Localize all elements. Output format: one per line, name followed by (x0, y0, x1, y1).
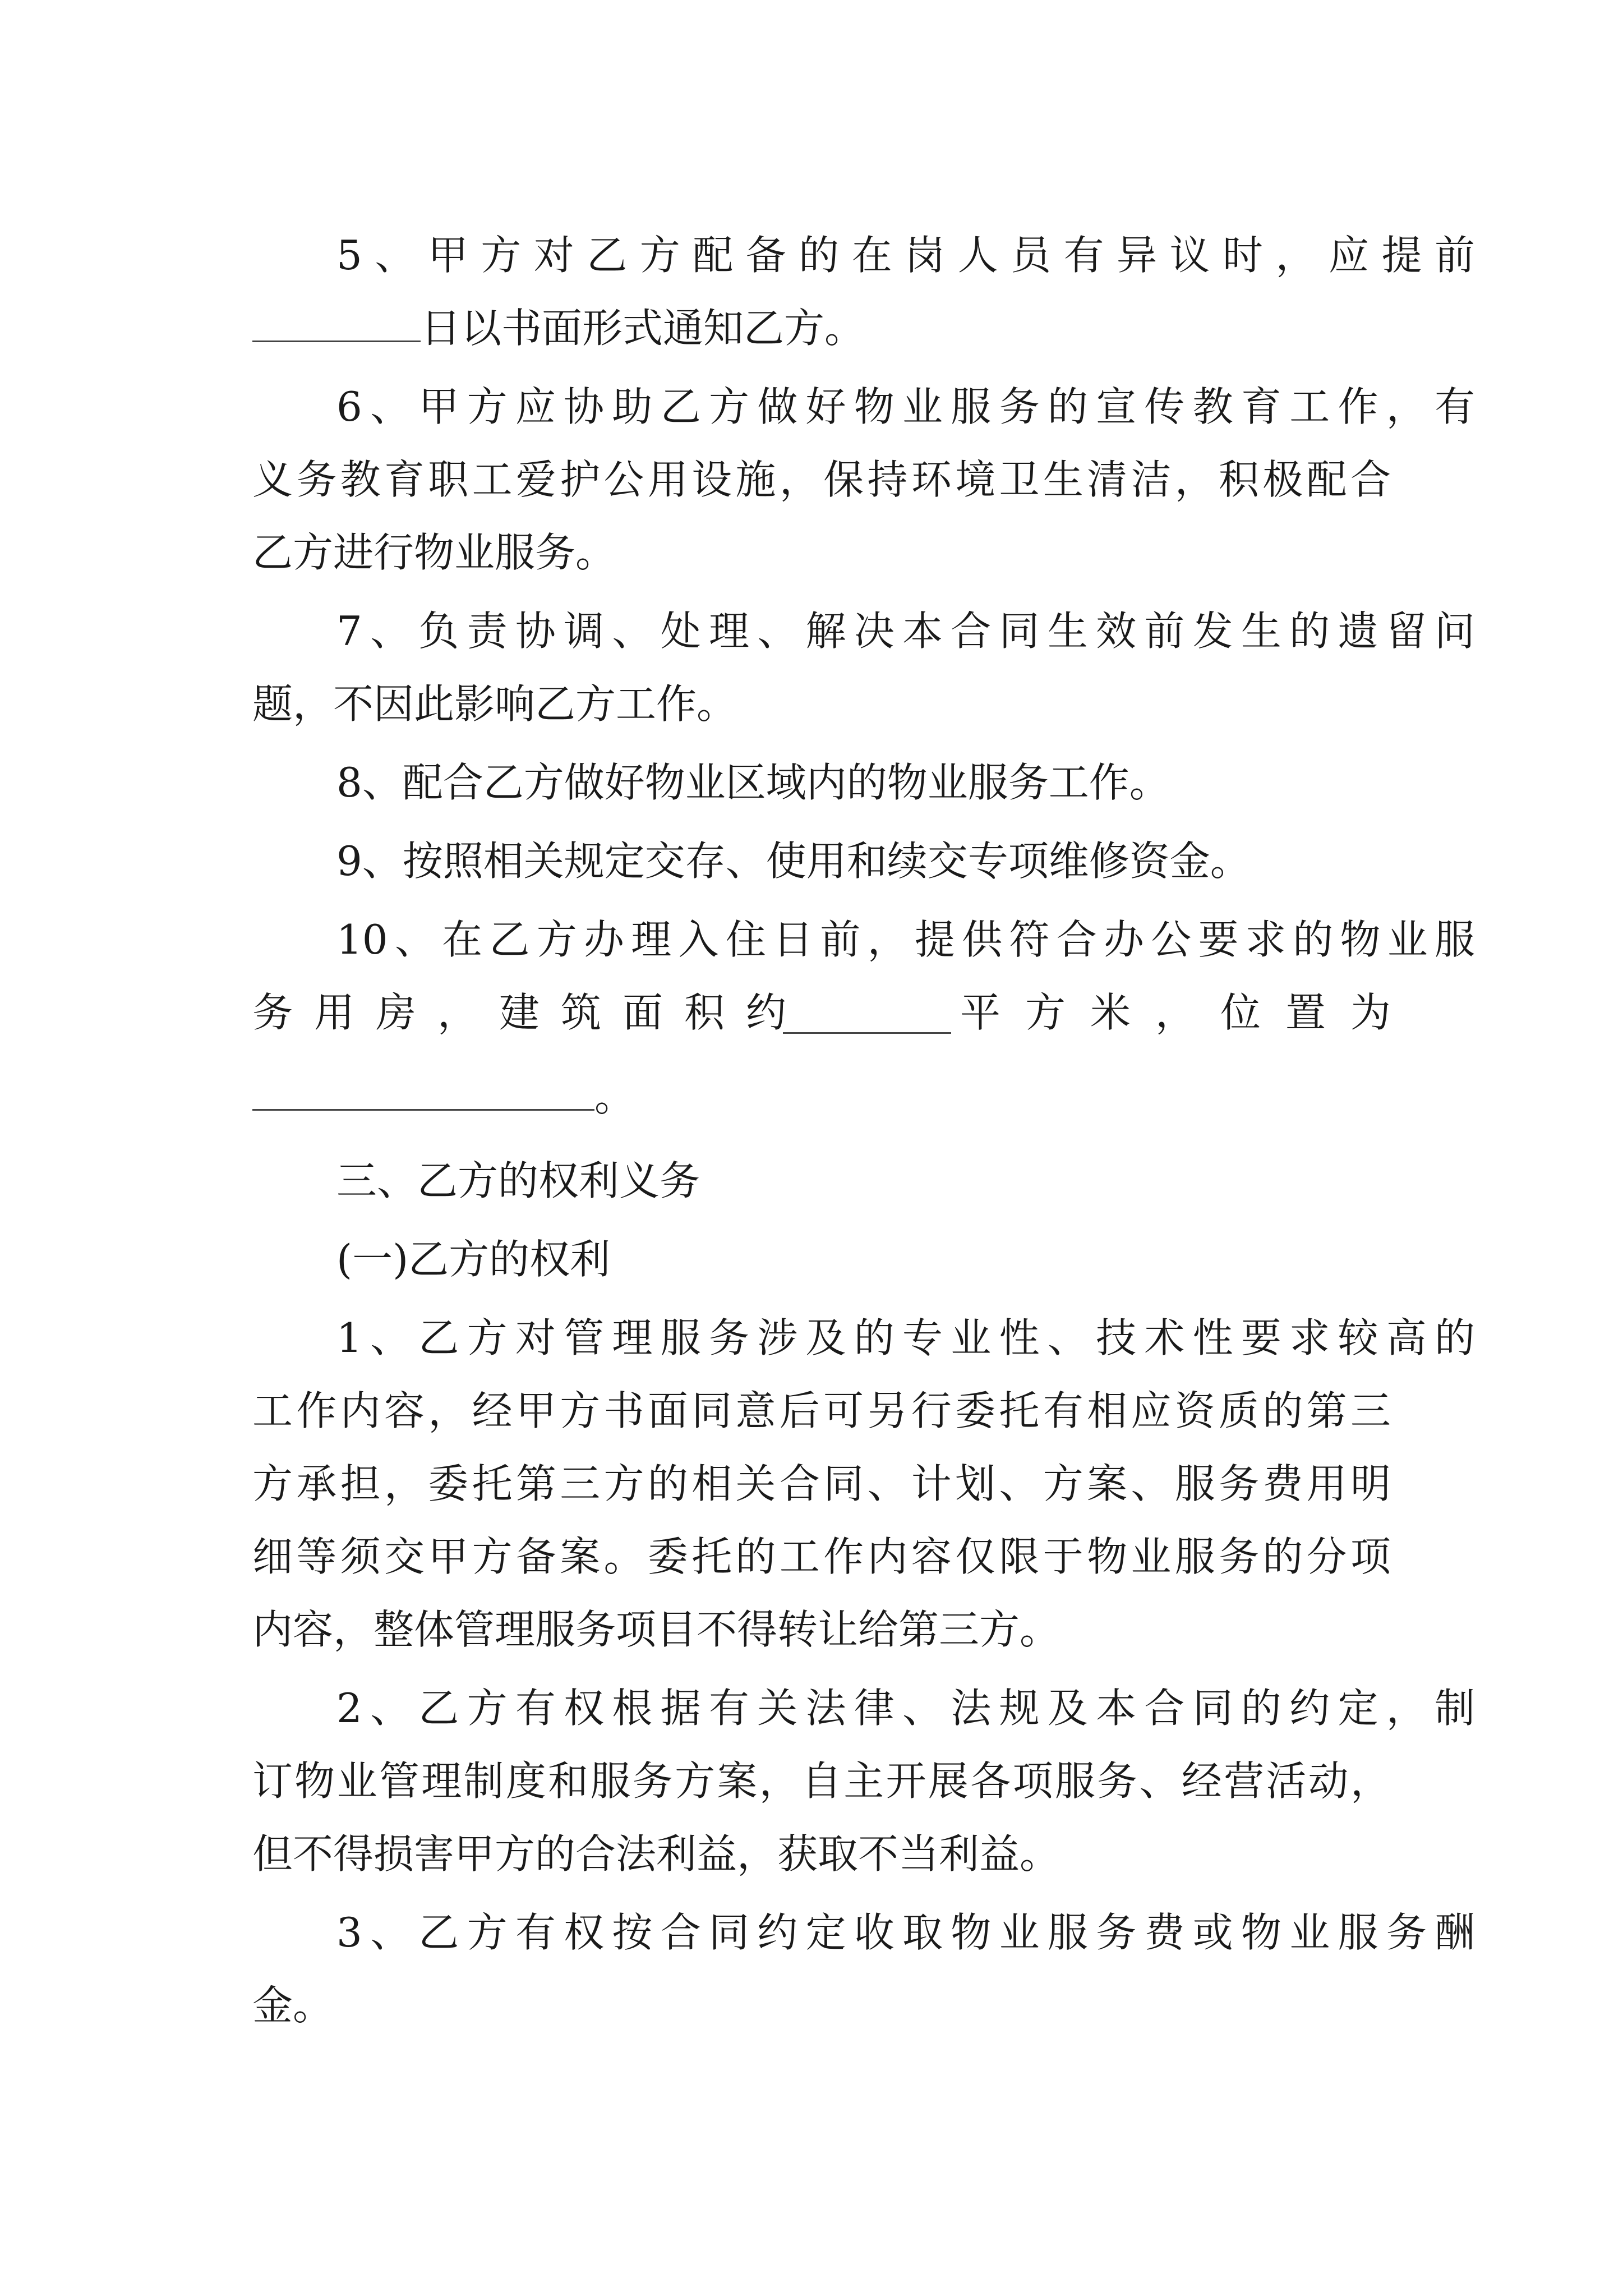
fill-in-blank-days[interactable] (252, 301, 421, 342)
right-2-line-2: 订物业管理制度和服务方案，自主开展各项服务、经营活动， (252, 1757, 1391, 1805)
paragraph-7-line-1: 7、负责协调、处理、解决本合同生效前发生的遗留问 (336, 608, 1475, 655)
paragraph-10-line-2-part-1 (252, 979, 808, 1046)
fill-in-blank-location[interactable] (252, 1070, 594, 1111)
paragraph-10-line-3-text: 。 (594, 1073, 635, 1120)
right-1-line-4: 细等须交甲方备案。委托的工作内容仅限于物业服务的分项 (252, 1533, 1391, 1580)
paragraph-6-line-1: 6、甲方应协助乙方做好物业服务的宣传教育工作，有 (336, 383, 1475, 430)
right-2-line-3: 但不得损害甲方的合法利益，获取不当利益。 (252, 1830, 1061, 1878)
fill-in-blank-area[interactable] (783, 993, 951, 1034)
paragraph-10-line-2-text-1: 务用房，建筑面积约 (252, 989, 808, 1036)
paragraph-9-line-1: 9、按照相关规定交存、使用和续交专项维修资金。 (336, 838, 1251, 885)
paragraph-10-line-3 (252, 1063, 1391, 1130)
paragraph-6-line-3: 乙方进行物业服务。 (252, 529, 616, 576)
right-3-line-1: 3、乙方有权按合同约定收取物业服务费或物业服务酬 (336, 1909, 1475, 1956)
right-3-line-2: 金。 (252, 1982, 334, 2029)
paragraph-6-line-2: 义务教育职工爱护公用设施，保持环境卫生清洁，积极配合 (252, 456, 1391, 503)
section-3-heading: 三、乙方的权利义务 (336, 1157, 700, 1204)
right-1-line-1: 1、乙方对管理服务涉及的专业性、技术性要求较高的 (336, 1314, 1475, 1361)
paragraph-5-line-2 (252, 295, 1391, 362)
right-1-line-2: 工作内容，经甲方书面同意后可另行委托有相应资质的第三 (252, 1387, 1391, 1434)
paragraph-7-line-2: 题，不因此影响乙方工作。 (252, 680, 737, 728)
paragraph-8-line-1: 8、配合乙方做好物业区域内的物业服务工作。 (336, 759, 1170, 806)
right-2-line-1: 2、乙方有权根据有关法律、法规及本合同的约定，制 (336, 1685, 1475, 1732)
paragraph-10-line-1: 10、在乙方办理入住日前，提供符合办公要求的物业服 (336, 916, 1475, 963)
right-1-line-5: 内容，整体管理服务项目不得转让给第三方。 (252, 1606, 1061, 1653)
right-1-line-3: 方承担，委托第三方的相关合同、计划、方案、服务费用明 (252, 1460, 1391, 1507)
paragraph-10-line-2 (252, 979, 1415, 1046)
paragraph-5-line-2-text: 日以书面形式通知乙方。 (421, 305, 865, 352)
section-3-subheading-1: (一)乙方的权利 (336, 1236, 611, 1283)
paragraph-5-line-1: 5、甲方对乙方配备的在岗人员有异议时，应提前 (336, 232, 1475, 279)
paragraph-10-line-2-text-2: 平方米，位置为 (960, 989, 1415, 1036)
